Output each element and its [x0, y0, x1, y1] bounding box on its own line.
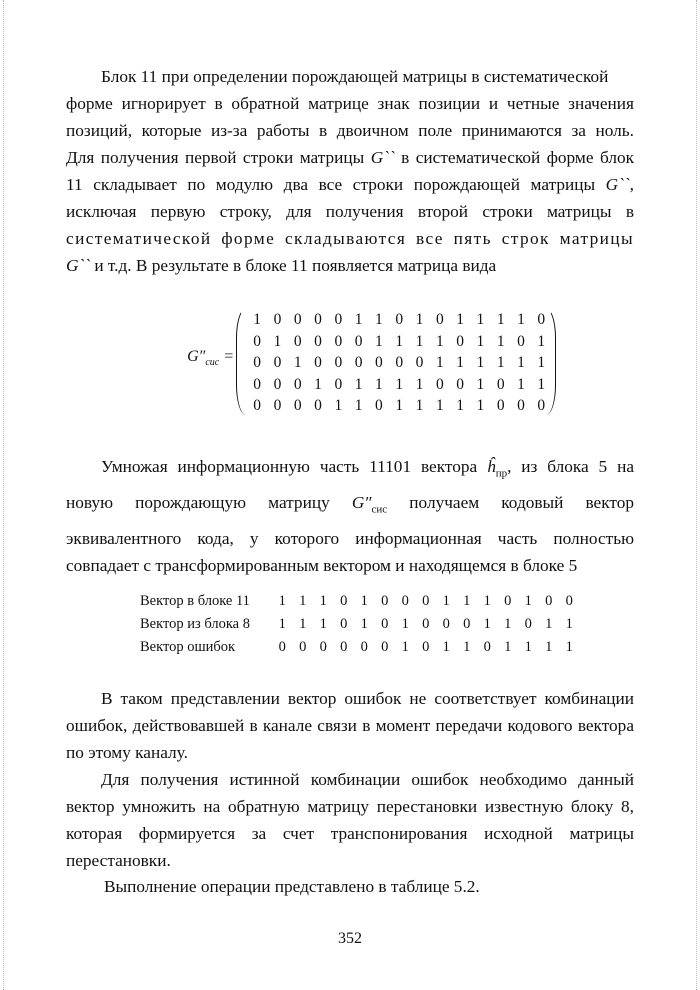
matrix-cell: 0 — [253, 332, 262, 350]
vector-bit: 0 — [545, 593, 553, 609]
vector-bit: 0 — [319, 639, 327, 655]
vector-bit: 1 — [565, 616, 573, 632]
vector-bit: 1 — [299, 593, 307, 609]
matrix-cell: 1 — [375, 375, 383, 393]
vector-bit: 0 — [504, 593, 512, 609]
vector-label: Вектор в блоке 11 — [140, 593, 250, 609]
vector-bit: 0 — [340, 639, 348, 655]
matrix-row — [247, 352, 551, 374]
paragraph-1-line-7: систематической форме складываются все пять строк матрицы — [66, 229, 634, 248]
matrix-cell: 1 — [354, 397, 363, 414]
matrix-cell: 0 — [253, 397, 262, 414]
vector-bits — [272, 590, 580, 613]
matrix-cell: 1 — [476, 332, 485, 350]
paragraph-3: В таком представлении вектор ошибок не соответствует комбинации ошибок, действовавшей в канале связи в момент передачи кодового вектора по этому каналу. — [66, 689, 634, 762]
matrix-g-symbol: G`` — [370, 148, 395, 167]
matrix-cell: 1 — [537, 332, 546, 350]
matrix-cell: 1 — [435, 354, 444, 371]
matrix-cell: 1 — [415, 311, 424, 328]
matrix-cell: 0 — [253, 375, 262, 393]
paragraph-2-line-1: Умножая информационную часть 11101 вектора $ĥ_{пр}$, из блока 5 на — [101, 457, 635, 480]
vector-bit: 0 — [340, 593, 348, 609]
vector-bit: 1 — [299, 616, 307, 632]
vector-bit: 0 — [565, 593, 573, 609]
matrix-cell: 0 — [314, 397, 322, 414]
matrix-g-symbol: G`` — [66, 256, 90, 275]
matrix-cell: 0 — [293, 397, 302, 414]
matrix-cell: 1 — [496, 354, 505, 371]
matrix-cell: 0 — [496, 397, 505, 414]
vector-bit: 1 — [360, 593, 368, 609]
matrix-cell: 1 — [415, 375, 424, 393]
matrix-cell: 1 — [476, 397, 485, 414]
matrix-cell: 1 — [456, 397, 464, 414]
matrix-cell: 1 — [395, 375, 404, 393]
matrix-cell: 0 — [435, 375, 444, 393]
matrix-cell: 1 — [253, 311, 262, 328]
matrix-cell: 0 — [334, 354, 343, 371]
vector-bit: 1 — [483, 616, 491, 632]
vector-bit: 0 — [381, 616, 389, 632]
vector-bit: 0 — [422, 593, 430, 609]
paragraph-1-line-3: позиций, которые из-за работы в двоичном поле принимаются за ноль. — [66, 121, 634, 140]
vector-bit: 0 — [442, 616, 450, 632]
matrix-g-symbol: G`` — [605, 175, 630, 194]
vector-bit: 1 — [442, 639, 450, 655]
vector-bit: 1 — [278, 593, 286, 609]
paragraph-1-line-6: исключая первую строку, для получения второй строки матрицы в — [66, 202, 634, 221]
matrix-cell: 0 — [395, 354, 404, 371]
matrix-cell: 0 — [273, 354, 282, 371]
vector-bit: 1 — [463, 639, 471, 655]
matrix-cell: 1 — [354, 375, 363, 393]
matrix-cell: 0 — [334, 375, 343, 393]
vector-row — [140, 613, 580, 636]
vector-bit: 1 — [463, 593, 471, 609]
vector-bit: 1 — [319, 616, 327, 632]
matrix-cell: 0 — [314, 354, 322, 371]
matrix-cell: 0 — [517, 332, 525, 350]
matrix-cell: 1 — [293, 354, 302, 371]
vector-bit: 1 — [401, 616, 409, 632]
matrix-cell: 1 — [435, 332, 444, 350]
matrix-cell: 1 — [314, 375, 322, 393]
vector-bits — [272, 636, 580, 659]
matrix-cell: 0 — [273, 311, 282, 328]
matrix-row — [247, 374, 551, 396]
matrix-cell: 0 — [395, 311, 404, 328]
page-right-border — [696, 0, 697, 990]
matrix-row — [247, 331, 551, 353]
vector-bit: 1 — [360, 616, 368, 632]
vector-bit: 0 — [401, 593, 409, 609]
vector-bit: 1 — [401, 639, 409, 655]
matrix-cell: 1 — [375, 311, 383, 328]
vector-bit: 1 — [319, 593, 327, 609]
matrix-g-sys-symbol: G″ — [351, 493, 372, 513]
matrix-cell: 1 — [375, 332, 383, 350]
matrix-cell: 0 — [314, 332, 322, 350]
matrix-cell: 1 — [273, 332, 282, 350]
vector-bit: 0 — [524, 616, 532, 632]
vector-comparison-table — [140, 590, 580, 659]
matrix-cell: 0 — [314, 311, 322, 328]
vector-bit: 0 — [381, 639, 389, 655]
vector-bit: 1 — [524, 593, 532, 609]
paragraph-1-line-8: G`` и т.д. В результате в блоке 11 появляется матрица вида — [66, 256, 497, 275]
matrix-cell: 1 — [517, 354, 525, 371]
vector-bit: 0 — [463, 616, 471, 632]
page-number: 352 — [338, 930, 362, 947]
matrix-cell: 1 — [435, 397, 444, 414]
matrix-cell: 1 — [395, 397, 404, 414]
matrix-row — [247, 395, 551, 417]
matrix-cell: 0 — [517, 397, 525, 414]
paragraph-4: Для получения истинной комбинации ошибок необходимо данный вектор умножить на обратную матрицу перестановки известную блоку 8, которая формируется за счет транспонирования исходной матрицы перестановки. — [66, 770, 634, 870]
vector-bit: 0 — [278, 639, 286, 655]
matrix-cell: 0 — [354, 332, 363, 350]
page-left-border — [3, 0, 4, 990]
vector-bit: 1 — [442, 593, 450, 609]
vector-bit: 1 — [504, 616, 512, 632]
paragraph-1-line-5: 11 складывает по модулю два все строки порождающей матрицы G``, — [66, 175, 634, 194]
paragraph-1 — [66, 63, 634, 279]
matrix-cell: 1 — [395, 332, 404, 350]
matrix-cell: 0 — [456, 332, 464, 350]
vector-bit: 0 — [422, 639, 430, 655]
paragraph-2-line-3: эквивалентного кода, у которого информационная часть полностью — [66, 528, 634, 548]
matrix-cell: 0 — [334, 311, 343, 328]
matrix-cell: 0 — [334, 332, 343, 350]
vector-row — [140, 636, 580, 659]
matrix-cell: 0 — [456, 375, 464, 393]
vector-bit: 1 — [545, 639, 553, 655]
matrix-cell: 1 — [456, 354, 464, 371]
matrix-cell: 1 — [415, 397, 424, 414]
vector-bit: 0 — [299, 639, 307, 655]
vector-bit: 1 — [504, 639, 512, 655]
vector-label: Вектор из блока 8 — [140, 616, 250, 632]
matrix-cell: 0 — [496, 375, 505, 393]
matrix-cell: 0 — [375, 397, 383, 414]
left-bracket — [236, 308, 246, 415]
vector-bit: 1 — [278, 616, 286, 632]
matrix-cell: 1 — [354, 311, 363, 328]
matrix-cell: 0 — [293, 311, 302, 328]
paragraph-1-line-4: Для получения первой строки матрицы G`` в систематической форме блок — [66, 148, 634, 167]
matrix-cell: 0 — [537, 311, 546, 328]
matrix-cell: 0 — [435, 311, 444, 328]
matrix-cell: 0 — [293, 332, 302, 350]
paragraph-5: Выполнение операции представлено в таблице 5.2. — [104, 877, 480, 896]
matrix-cell: 0 — [293, 375, 302, 393]
vector-label: Вектор ошибок — [140, 639, 236, 655]
matrix-cell: 1 — [476, 354, 485, 371]
vector-bit: 0 — [422, 616, 430, 632]
paragraph-1-line-1: Блок 11 при определении порождающей матрицы в систематической — [101, 67, 609, 86]
vector-bit: 1 — [483, 593, 491, 609]
matrix-cell: 1 — [496, 311, 505, 328]
paragraph-2 — [66, 452, 634, 579]
vector-bit: 0 — [483, 639, 491, 655]
matrix-cell: 0 — [273, 397, 282, 414]
paragraph-2-line-2: новую порождающую матрицу $G''_{сис}$ получаем кодовый вектор — [66, 493, 634, 516]
matrix-label: $G''_{сис}$ = — [187, 348, 234, 369]
matrix-cell: 0 — [415, 354, 424, 371]
vector-bit: 0 — [340, 616, 348, 632]
matrix-cell: 1 — [476, 375, 485, 393]
matrix-cell: 0 — [273, 375, 282, 393]
vector-bit: 1 — [524, 639, 532, 655]
matrix-cell: 0 — [375, 354, 383, 371]
paragraph-1-line-2: форме игнорирует в обратной матрице знак позиции и четные значения — [66, 94, 634, 113]
matrix-cell: 1 — [537, 375, 546, 393]
vector-bit: 1 — [565, 639, 573, 655]
vector-h-symbol: ĥ — [487, 457, 496, 476]
matrix-cell: 1 — [517, 375, 525, 393]
matrix-cell: 1 — [334, 397, 343, 414]
vector-bit: 0 — [360, 639, 368, 655]
matrix-cell: 1 — [456, 311, 464, 328]
vector-bits — [272, 613, 580, 636]
matrix-cell: 1 — [517, 311, 525, 328]
paragraph-2-line-4: совпадает с трансформированным вектором и находящемся в блоке 5 — [66, 555, 578, 575]
matrix-cell: 1 — [496, 332, 505, 350]
vector-row — [140, 590, 580, 613]
vector-bit: 1 — [545, 616, 553, 632]
vector-bit: 0 — [381, 593, 389, 609]
matrix-cell: 1 — [537, 354, 546, 371]
matrix-cell: 1 — [415, 332, 424, 350]
matrix-cell: 0 — [253, 354, 262, 371]
matrix-body — [236, 306, 556, 416]
matrix-cell: 0 — [537, 397, 546, 414]
matrix-cell: 0 — [354, 354, 363, 371]
matrix-row — [247, 309, 551, 331]
matrix-cell: 1 — [476, 311, 485, 328]
